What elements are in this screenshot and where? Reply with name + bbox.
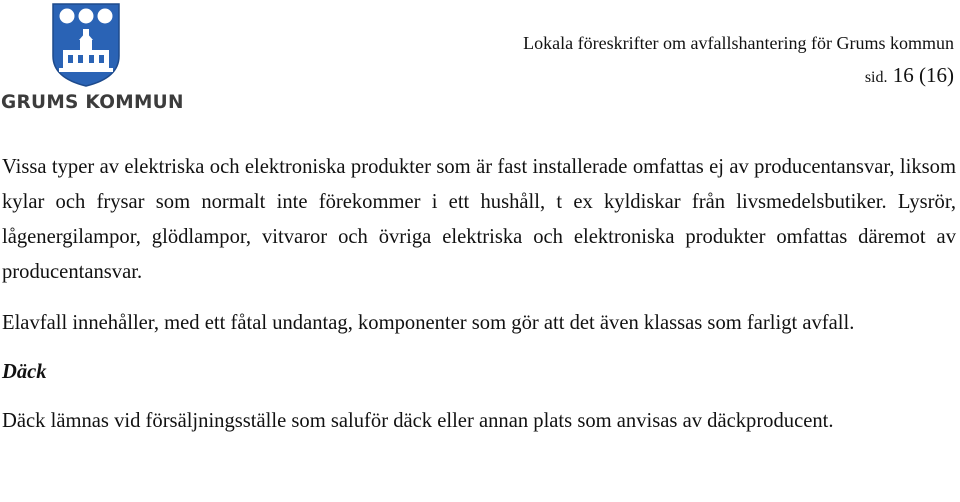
page-number — [865, 63, 954, 88]
document-title: Lokala föreskrifter om avfallshantering för Grums kommun — [523, 33, 954, 53]
paragraph-hazardous-waste: Elavfall innehåller, med ett fåtal undantag, komponenter som gör att det även klassas som farligt avfall. — [2, 312, 855, 334]
municipality-logo — [0, 0, 184, 118]
section-heading-tires: Däck — [2, 361, 47, 383]
paragraph-tires: Däck lämnas vid försäljningsställe som saluför däck eller annan plats som anvisas av däckproducent. — [2, 410, 834, 432]
page-count: 16 (16) — [892, 63, 954, 87]
coat-of-arms-icon — [51, 2, 121, 88]
document-body — [2, 150, 956, 439]
paragraph-electronics: Vissa typer av elektriska och elektroniska produkter som är fast installerade omfattas ej av producentansvar, liksom kylar och frysar som normalt inte förekommer i ett hushåll, t ex kyldiskar från livsmedelsbutiker. Lysrör, lågenergilampor, glödlampor, vitvaror och övriga elektriska och elektroniska produkter omfattas däremot av producentansvar. — [2, 156, 956, 283]
page-prefix: sid. — [864, 69, 888, 86]
logo-wordmark: GRUMS KOMMUN — [1, 92, 184, 113]
